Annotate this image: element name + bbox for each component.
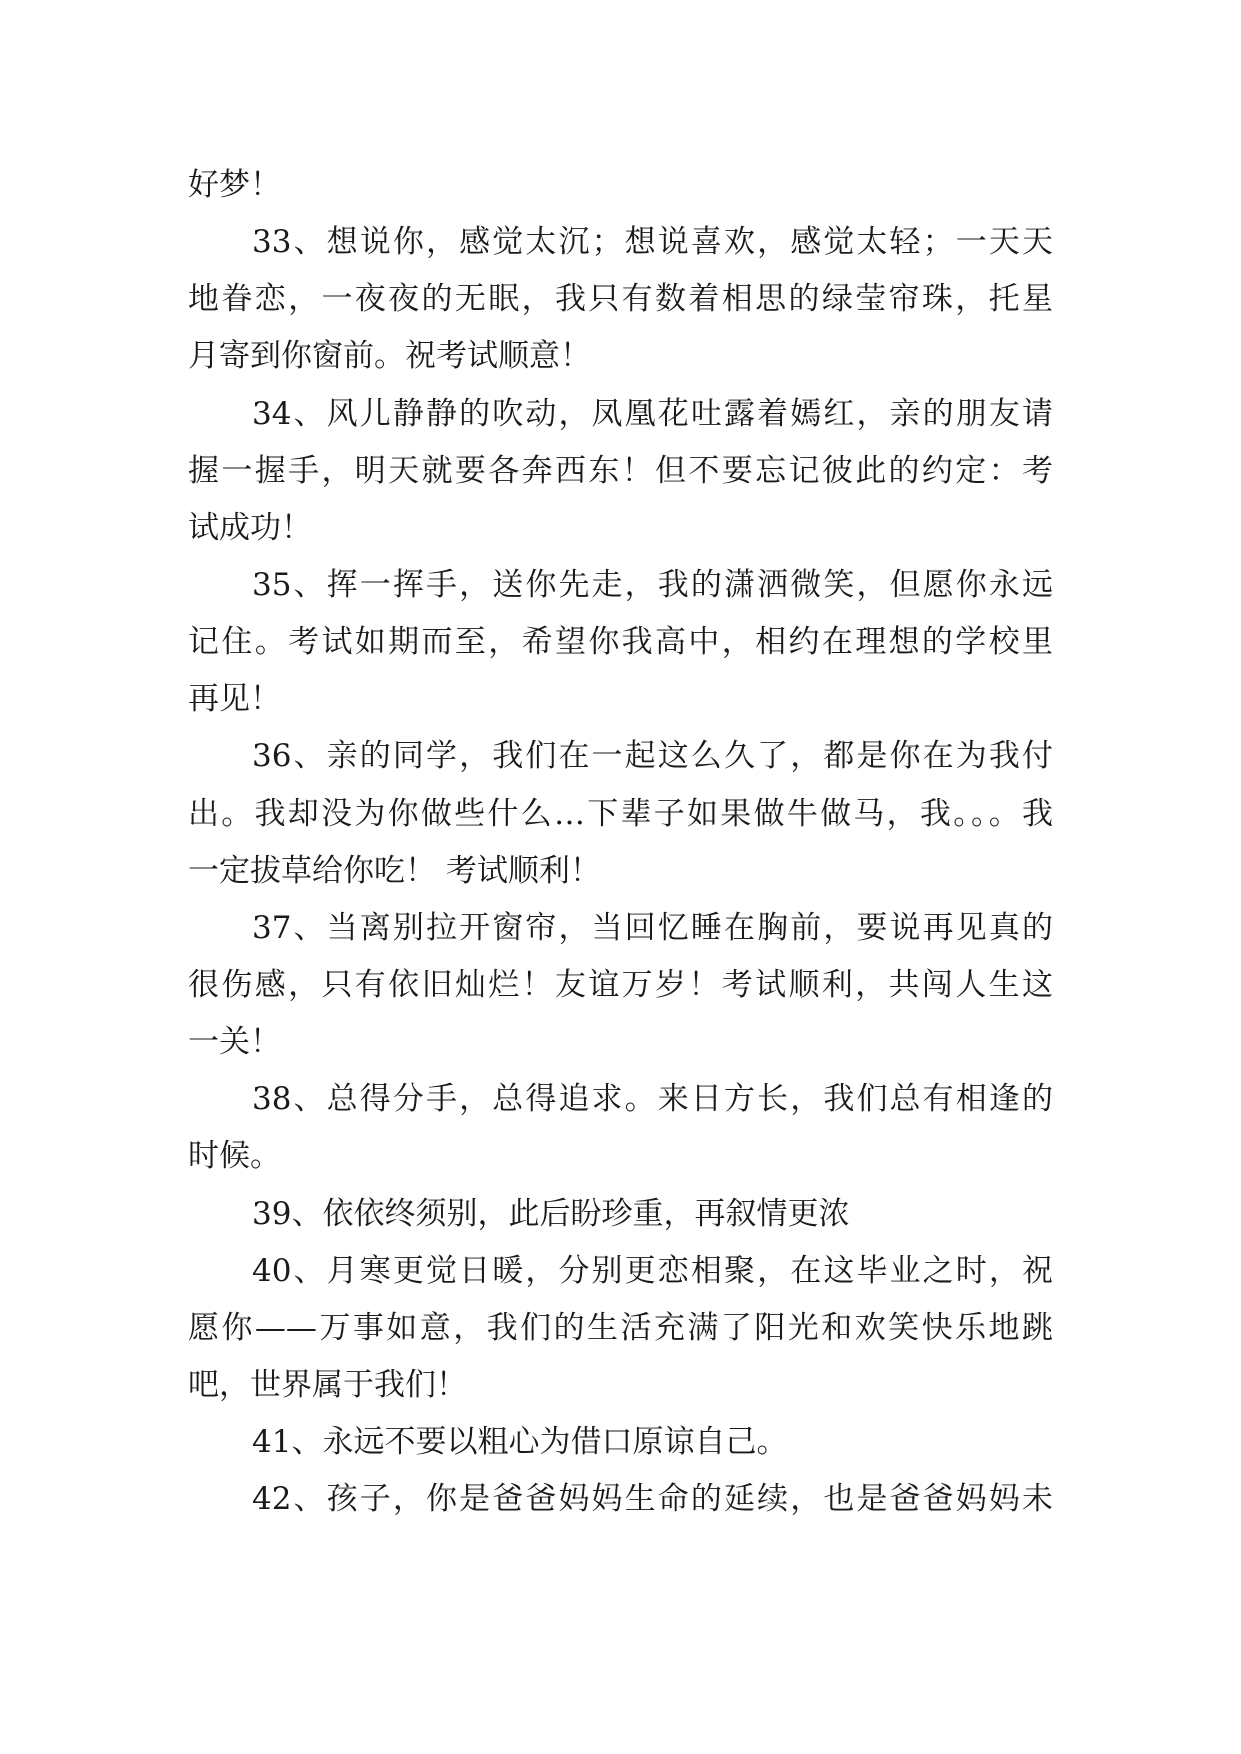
text-line: 记住。考试如期而至，希望你我高中，相约在理想的学校里 [188,624,1053,660]
text-line: 时候。 [188,1138,281,1174]
paragraph-start-line: 40、月寒更觉日暖，分别更恋相聚，在这毕业之时，祝 [252,1253,1053,1289]
text-line: 握一握手，明天就要各奔西东！但不要忘记彼此的约定：考 [188,453,1053,489]
text-line: 一关！ [188,1024,281,1060]
paragraph-start-line: 41、永远不要以粗心为借口原谅自己。 [252,1424,788,1460]
paragraph-start-line: 38、总得分手，总得追求。来日方长，我们总有相逢的 [252,1081,1053,1117]
text-line: 月寄到你窗前。祝考试顺意！ [188,338,591,374]
text-line: 再见！ [188,681,281,717]
text-line: 好梦！ [188,167,281,203]
text-line: 一定拔草给你吃！ 考试顺利！ [188,853,601,889]
text-line: 很伤感，只有依旧灿烂！友谊万岁！考试顺利，共闯人生这 [188,967,1053,1003]
paragraph-start-line: 36、亲的同学，我们在一起这么久了，都是你在为我付 [252,738,1053,774]
paragraph-start-line: 33、想说你，感觉太沉；想说喜欢，感觉太轻；一天天 [252,224,1053,260]
paragraph-start-line: 37、当离别拉开窗帘，当回忆睡在胸前，要说再见真的 [252,910,1053,946]
paragraph-start-line: 39、依依终须别，此后盼珍重，再叙情更浓 [252,1196,850,1232]
text-line: 愿你——万事如意，我们的生活充满了阳光和欢笑快乐地跳 [188,1310,1053,1346]
paragraph-start-line: 35、挥一挥手，送你先走，我的潇洒微笑，但愿你永远 [252,567,1053,603]
text-line: 地眷恋，一夜夜的无眠，我只有数着相思的绿莹帘珠，托星 [188,281,1053,317]
paragraph-start-line: 42、孩子，你是爸爸妈妈生命的延续，也是爸爸妈妈未 [252,1481,1053,1517]
text-line: 试成功！ [188,510,312,546]
paragraph-start-line: 34、风儿静静的吹动，凤凰花吐露着嫣红，亲的朋友请 [252,396,1053,432]
text-line: 出。我却没为你做些什么…下辈子如果做牛做马，我。。。我 [188,796,1053,832]
text-line: 吧，世界属于我们！ [188,1367,467,1403]
